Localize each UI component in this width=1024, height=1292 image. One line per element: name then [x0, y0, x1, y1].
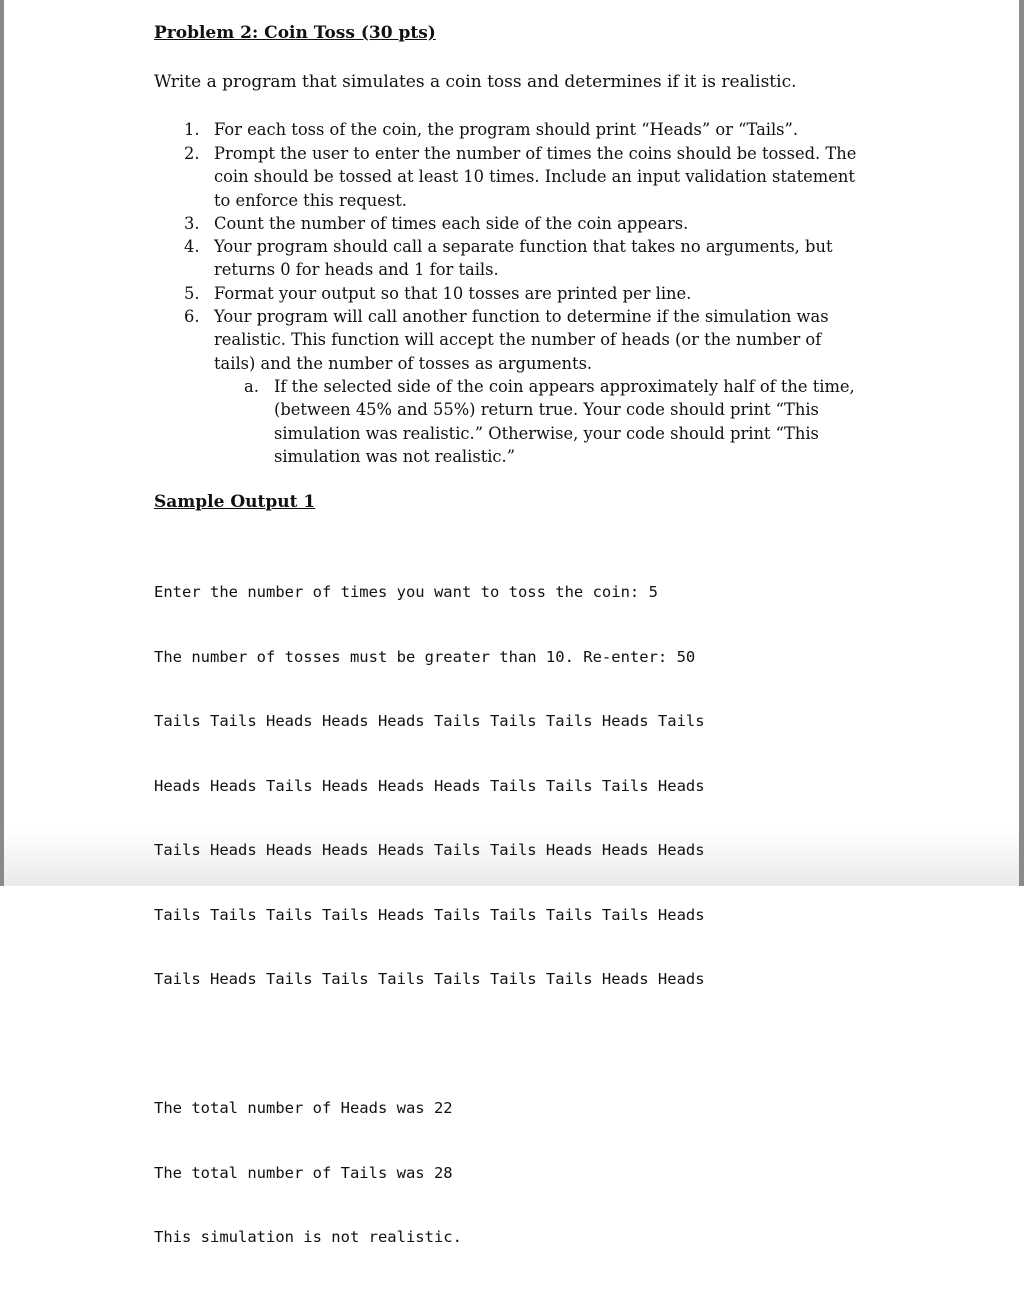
list-number: 2.: [184, 144, 200, 163]
output-line: Tails Tails Heads Heads Heads Tails Tails Tails Heads Tails: [154, 712, 705, 730]
output-line: Tails Tails Tails Tails Heads Tails Tails Tails Tails Heads: [154, 905, 705, 924]
sub-list-line: simulation was realistic.” Otherwise, your code should print “This: [274, 423, 819, 443]
sub-list-line: simulation was not realistic.”: [274, 446, 516, 466]
list-item-line: Your program should call a separate function that takes no arguments, but: [214, 237, 833, 256]
output-line: Tails Heads Tails Tails Tails Tails Tails Tails Heads Heads: [154, 970, 705, 988]
list-item-line: For each toss of the coin, the program should print “Heads” or “Tails”.: [214, 120, 799, 139]
output-line: Enter the number of times you want to toss the coin: 5: [154, 583, 658, 601]
list-number: 3.: [184, 214, 200, 233]
list-item-line: realistic. This function will accept the number of heads (or the number of: [214, 330, 822, 350]
output-line: The total number of Heads was 22: [154, 1099, 453, 1117]
list-item-line: to enforce this request.: [214, 190, 407, 210]
sub-list-line: (between 45% and 55%) return true. Your code should print “This: [274, 400, 819, 420]
output-line: Tails Heads Heads Heads Heads Tails Tails Heads Heads Heads: [154, 841, 705, 859]
list-item-line: Prompt the user to enter the number of times the coins should be tossed. The: [214, 144, 857, 163]
problem-title: Problem 2: Coin Toss (30 pts): [154, 23, 436, 43]
list-number: 6.: [184, 307, 200, 326]
sub-list-line: If the selected side of the coin appears approximately half of the time,: [274, 377, 855, 396]
list-item-line: Your program will call another function to determine if the simulation was: [214, 307, 829, 326]
output-blank-line: [154, 1034, 705, 1056]
list-item-line: coin should be tossed at least 10 times. Include an input validation statement: [214, 167, 855, 187]
output-line: The number of tosses must be greater than 10. Re-enter: 50: [154, 647, 696, 666]
list-item-line: Format your output so that 10 tosses are printed per line.: [214, 284, 692, 303]
list-number: 1.: [184, 120, 200, 139]
sample-output-block: [154, 539, 705, 1292]
sub-list-letter: a.: [244, 377, 259, 396]
output-line: Heads Heads Tails Heads Heads Heads Tails Tails Tails Heads: [154, 776, 705, 795]
list-number: 5.: [184, 284, 200, 303]
sample-output-heading: Sample Output 1: [154, 492, 316, 512]
output-line: This simulation is not realistic.: [154, 1228, 462, 1246]
list-item-line: Count the number of times each side of the coin appears.: [214, 214, 689, 233]
list-item-line: returns 0 for heads and 1 for tails.: [214, 260, 499, 280]
output-line: The total number of Tails was 28: [154, 1163, 453, 1182]
list-item-line: tails) and the number of tosses as arguments.: [214, 353, 593, 373]
list-number: 4.: [184, 237, 200, 256]
problem-intro: Write a program that simulates a coin toss and determines if it is realistic.: [154, 72, 797, 92]
